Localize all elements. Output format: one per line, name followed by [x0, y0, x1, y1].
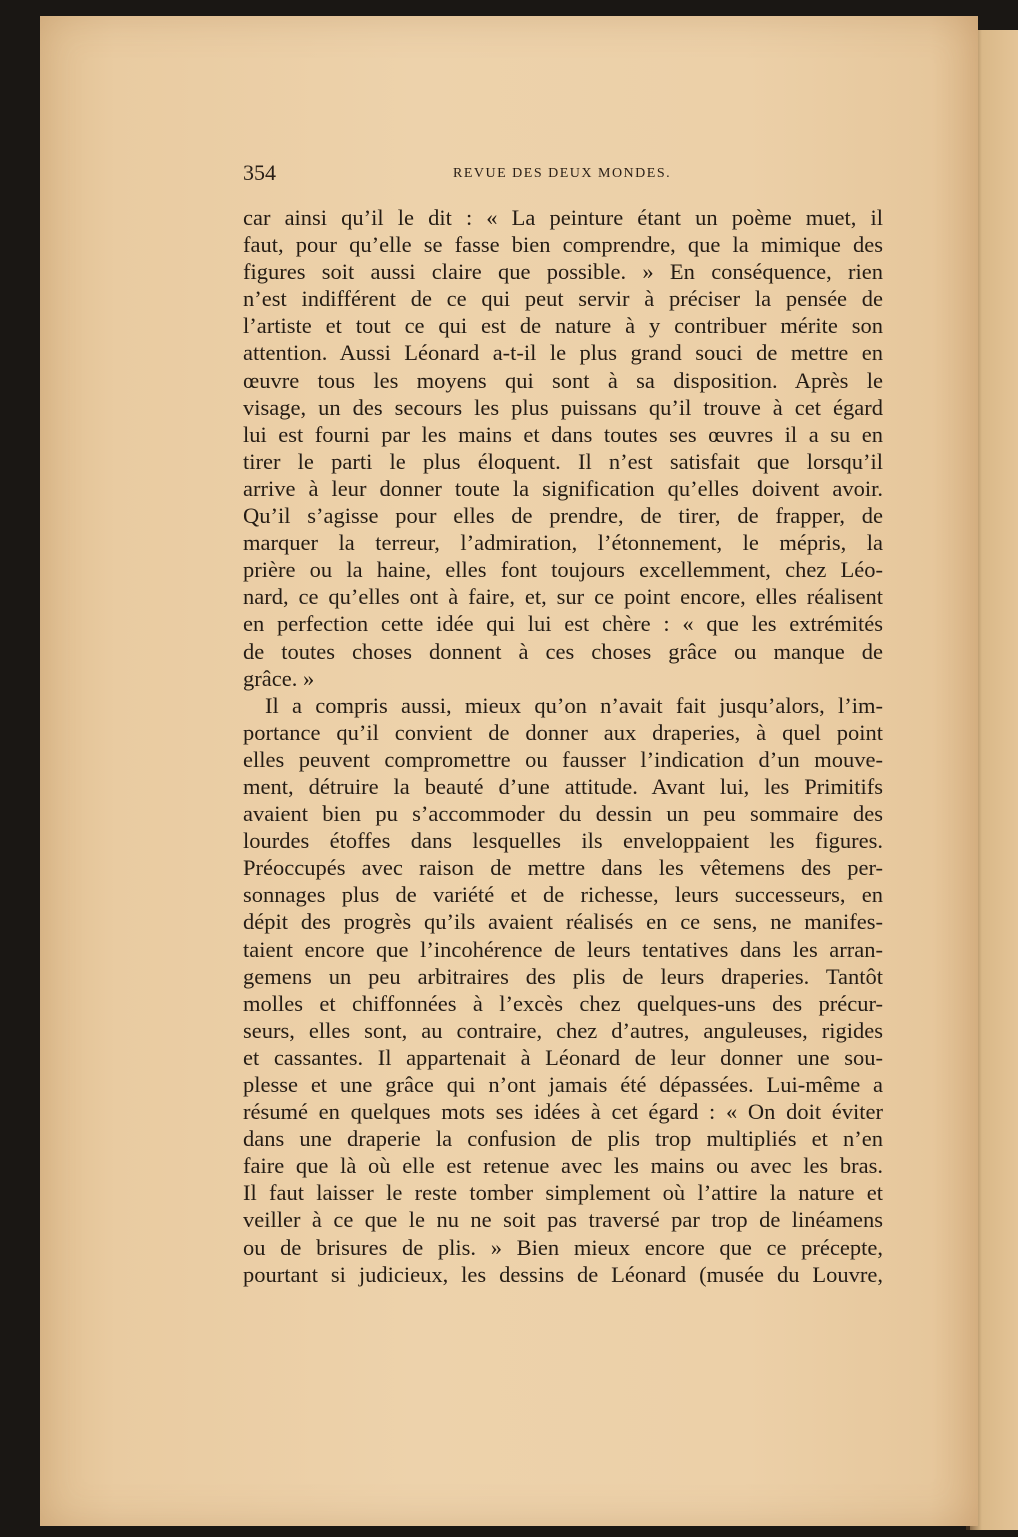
text-line: Qu’il s’agisse pour elles de prendre, de tirer, de frapper, de: [243, 503, 883, 529]
text-line: faut, pour qu’elle se fasse bien comprendre, que la mimique des: [243, 232, 883, 258]
text-line: ment, détruire la beauté d’une attitude. Avant lui, les Primitifs: [243, 773, 883, 799]
text-line: en perfection cette idée qui lui est chère : « que les extrémités: [243, 611, 883, 637]
text-line: nard, ce qu’elles ont à faire, et, sur ce point encore, elles réalisent: [243, 584, 883, 610]
text-line: plesse et une grâce qui n’ont jamais été dépassées. Lui-même a: [243, 1072, 883, 1097]
page-number: 354: [243, 160, 276, 185]
text-line: pourtant si judicieux, les dessins de Léonard (musée du Louvre,: [243, 1261, 883, 1287]
text-line: visage, un des secours les plus puissans qu’il trouve à cet égard: [243, 394, 883, 420]
text-line: ou de brisures de plis. » Bien mieux encore que ce précepte,: [243, 1234, 883, 1260]
text-line: Il a compris aussi, mieux qu’on n’avait fait jusqu’alors, l’im-: [265, 692, 883, 718]
text-line: attention. Aussi Léonard a-t-il le plus grand souci de mettre en: [243, 340, 883, 366]
text-line: et cassantes. Il appartenait à Léonard de leur donner une sou-: [243, 1044, 883, 1070]
text-line: œuvre tous les moyens qui sont à sa disposition. Après le: [243, 367, 883, 393]
text-line: lourdes étoffes dans lesquelles ils enveloppaient les figures.: [243, 828, 883, 854]
text-line: taient encore que l’incohérence de leurs tentatives dans les arran-: [243, 936, 883, 962]
running-title: REVUE DES DEUX MONDES.: [453, 166, 672, 181]
text-line: seurs, elles sont, au contraire, chez d’autres, anguleuses, rigides: [243, 1017, 883, 1043]
text-line: dépit des progrès qu’ils avaient réalisés en ce sens, ne manifes-: [243, 909, 883, 935]
text-line: Préoccupés avec raison de mettre dans les vêtemens des per-: [243, 855, 883, 881]
text-line: portance qu’il convient de donner aux draperies, à quel point: [243, 719, 883, 745]
text-line: Il faut laisser le reste tomber simplement où l’attire la nature et: [243, 1180, 883, 1206]
text-line: gemens un peu arbitraires des plis de leurs draperies. Tantôt: [243, 963, 883, 989]
text-line: molles et chiffonnées à l’excès chez quelques-uns des précur-: [243, 990, 883, 1016]
text-line: lui est fourni par les mains et dans toutes ses œuvres il a su en: [243, 421, 883, 447]
text-line: n’est indifférent de ce qui peut servir à préciser la pensée de: [243, 286, 883, 312]
text-line: grâce. »: [243, 665, 315, 691]
text-line: prière ou la haine, elles font toujours excellemment, chez Léo-: [243, 557, 883, 583]
text-line: figures soit aussi claire que possible. » En conséquence, rien: [243, 259, 883, 285]
text-line: l’artiste et tout ce qui est de nature à y contribuer mérite son: [243, 313, 883, 339]
text-line: car ainsi qu’il le dit : « La peinture étant un poème muet, il: [243, 205, 883, 230]
text-line: résumé en quelques mots ses idées à cet égard : « On doit éviter: [243, 1099, 883, 1125]
text-line: veiller à ce que le nu ne soit pas traversé par trop de linéamens: [243, 1207, 883, 1233]
text-line: de toutes choses donnent à ces choses grâce ou manque de: [243, 638, 883, 664]
text-line: sonnages plus de variété et de richesse, leurs successeurs, en: [243, 882, 883, 908]
body-text: [243, 204, 883, 1288]
text-line: dans une draperie la confusion de plis trop multipliés et n’en: [243, 1126, 883, 1152]
text-line: faire que là où elle est retenue avec les mains ou avec les bras.: [243, 1153, 883, 1179]
text-line: elles peuvent compromettre ou fausser l’indication d’un mouve-: [243, 746, 883, 772]
text-line: marquer la terreur, l’admiration, l’étonnement, le mépris, la: [243, 530, 883, 556]
text-line: arrive à leur donner toute la signification qu’elles doivent avoir.: [243, 475, 883, 501]
text-line: avaient bien pu s’accommoder du dessin un peu sommaire des: [243, 801, 883, 827]
page-header: [243, 160, 883, 190]
text-line: tirer le parti le plus éloquent. Il n’est satisfait que lorsqu’il: [243, 448, 883, 474]
